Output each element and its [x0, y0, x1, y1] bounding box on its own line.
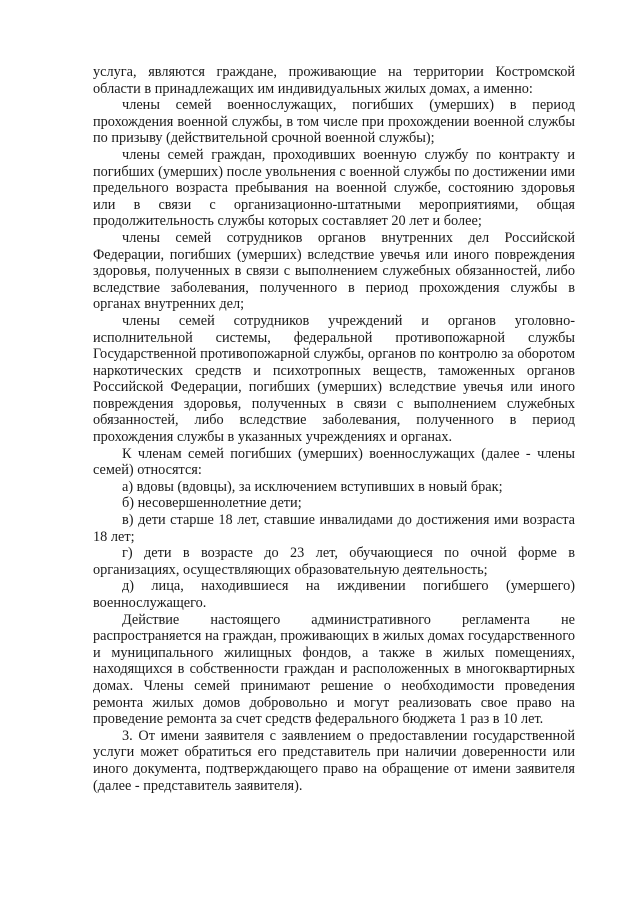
list-item-d: д) лица, находившиеся на иждивении погибшего (умершего) военнослужащего. — [93, 578, 575, 611]
list-item-a: а) вдовы (вдовцы), за исключением вступивших в новый брак; — [122, 478, 503, 495]
paragraph-family-members-definition: К членам семей погибших (умерших) военнослужащих (далее - члены семей) относятся: — [93, 445, 575, 479]
paragraph-internal-affairs-families: члены семей сотрудников органов внутренних дел Российской Федерации, погибших (умерших) вследствие увечья или иного повреждения здоровья, полученных в связи с выполнением служебных обязанностей, либо вследствие заболевания, полученного в период прохождения службы в органах внутренних дел; — [93, 229, 575, 313]
list-item-g: г) дети в возрасте до 23 лет, обучающиеся по очной форме в организациях, осуществляющих образовательную деятельность; — [93, 545, 575, 578]
paragraph-military-families: члены семей военнослужащих, погибших (умерших) в период прохождения военной службы, в том числе при прохождении военной службы по призыву (действительной срочной военной службы); — [93, 97, 575, 147]
document-body — [93, 64, 575, 794]
paragraph-intro: услуга, являются граждане, проживающие на территории Костромской области в принадлежащих им индивидуальных жилых домах, а именно: — [93, 64, 575, 97]
paragraph-regulation-scope: Действие настоящего административного регламента не распространяется на граждан, проживающих в жилых домах государственного и муниципального жилищных фондов, а также в жилых помещениях, находящихся в собственности граждан и расположенных в многоквартирных домах. Члены семей принимают решение о необходимости проведения ремонта жилых домов добровольно и могут реализовать свое право на проведение ремонта за счет средств федерального бюджета 1 раз в 10 лет. — [93, 611, 575, 728]
paragraph-penitentiary-fire-customs-families: члены семей сотрудников учреждений и органов уголовно-исполнительной системы, федеральной противопожарной службы Государственной противопожарной службы, органов по контролю за оборотом наркотических средств и психотропных веществ, таможенных органов Российской Федерации, погибших (умерших) вследствие увечья или иного повреждения здоровья, полученных в связи с выполнением служебных обязанностей, либо вследствие заболевания, полученного в период прохождения службы в указанных учреждениях и органах. — [93, 312, 575, 446]
list-item-b: б) несовершеннолетние дети; — [122, 495, 302, 512]
paragraph-section-3-representative: 3. От имени заявителя с заявлением о предоставлении государственной услуги может обратиться его представитель при наличии доверенности или иного документа, подтверждающего право на обращение от имени заявителя (далее - представитель заявителя). — [93, 727, 575, 794]
paragraph-contract-service-families: члены семей граждан, проходивших военную службу по контракту и погибших (умерших) после увольнения с военной службы по достижении ими предельного возраста пребывания на военной службе, состоянию здоровья или в связи с организационно-штатными мероприятиями, общая продолжительность службы которых составляет 20 лет и более; — [93, 146, 575, 230]
list-item-v: в) дети старше 18 лет, ставшие инвалидами до достижения ими возраста 18 лет; — [93, 512, 575, 545]
